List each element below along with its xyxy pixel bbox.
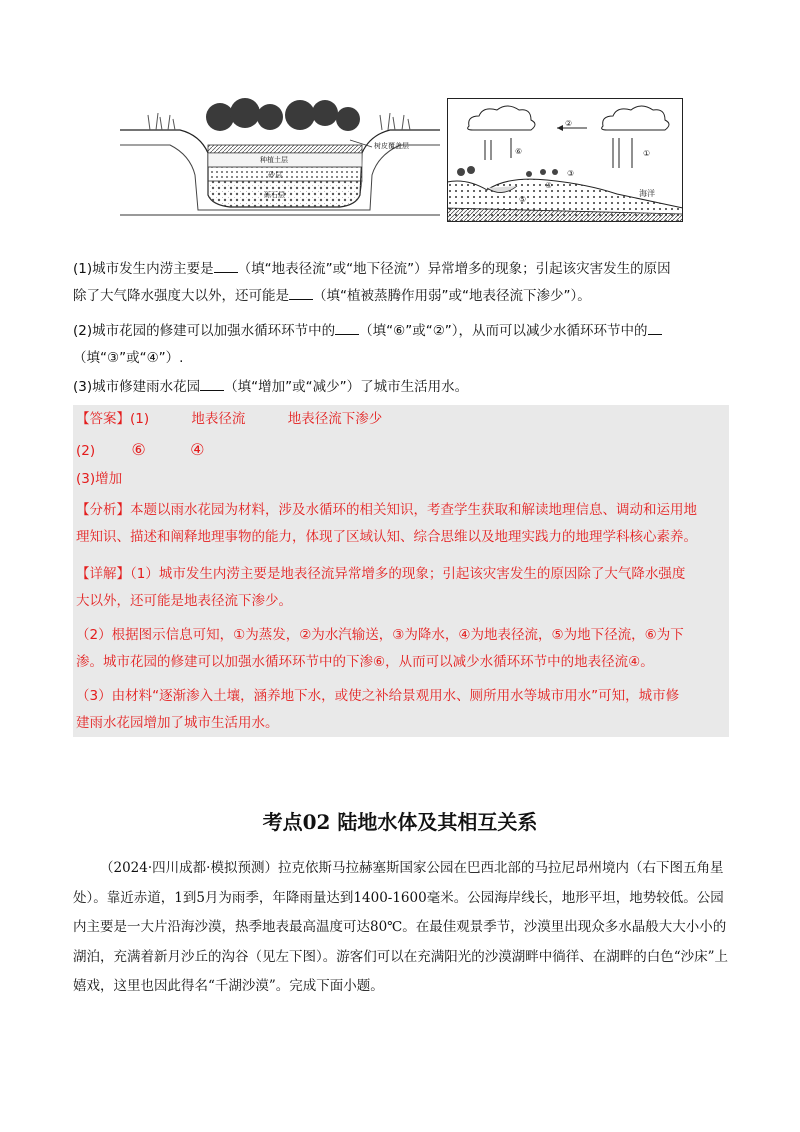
label-5: ⑤ — [519, 195, 527, 204]
section-heading: 考点02 陆地水体及其相互关系 — [262, 810, 538, 834]
detail-2: （2）根据图示信息可知，①为蒸发，②为水汽输送，③为降水，④为地表径流，⑤为地下径流，⑥为下 渗。城市花园的修建可以加强水循环环节中的下渗⑥，从而可以减少水循环环节中的地表径流④。 — [76, 627, 684, 670]
answer-line-1: 【答案】(1) 地表径流 地表径流下渗少 — [76, 411, 383, 427]
blank — [200, 376, 224, 391]
label-1: ① — [643, 149, 651, 158]
answer-line-3: (3)增加 — [76, 471, 123, 487]
question-1: (1)城市发生内涝主要是 （填“地表径流”或“地下径流”）异常增多的现象；引起该灾害发生的原因 除了大气降水强度大以外，还可能是 （填“植被蒸腾作用弱”或“地表径流下渗少”）。 — [73, 256, 733, 310]
blank — [289, 285, 313, 300]
sand-layer-label: 砂层 — [268, 172, 282, 179]
answer-line-2: (2) ⑥ ④ — [76, 440, 205, 459]
detail-3: （3）由材料“逐渐渗入土壤，涵养地下水，或使之补给景观用水、厕所用水等城市用水”可知，城市修 建雨水花园增加了城市生活用水。 — [76, 688, 680, 731]
label-6: ⑥ — [515, 147, 523, 156]
label-2: ② — [565, 119, 573, 128]
question-2: (2)城市花园的修建可以加强水循环环节中的 （填“⑥”或“②”），从而可以减少水循环环节中的 （填“③”或“④”）. — [73, 318, 733, 372]
soil-layer-label: 种植土层 — [260, 157, 288, 164]
gravel-layer-label: 砾石层 — [264, 192, 285, 199]
question-3: (3)城市修建雨水花园 （填“增加”或“减少”）了城市生活用水。 — [73, 374, 733, 401]
analysis: 【分析】本题以雨水花园为材料，涉及水循环的相关知识，考查学生获取和解读地理信息、调动和运用地 理知识、描述和阐释地理事物的能力，体现了区域认知、综合思维以及地理实践力的地理学科核心素养。 — [76, 502, 697, 545]
label-3: ③ — [567, 169, 575, 178]
label-4: ④ — [545, 181, 553, 190]
blank — [214, 258, 238, 273]
bark-layer-label: 树皮覆盖层 — [374, 143, 409, 150]
blank — [648, 320, 662, 335]
water-cycle-diagram — [447, 98, 683, 222]
rain-garden-diagram — [120, 95, 440, 220]
blank — [335, 320, 359, 335]
detail-1: 【详解】（1）城市发生内涝主要是地表径流异常增多的现象；引起该灾害发生的原因除了大气降水强度 大以外，还可能是地表径流下渗少。 — [76, 566, 686, 609]
passage: （2024·四川成都·模拟预测）拉克依斯马拉赫塞斯国家公园在巴西北部的马拉尼昂州境内（右下图五角星处）。靠近赤道，1到5月为雨季，年降雨量达到1400-1600毫米。公园海岸线长，地形平坦，地势较低。公园内主要是一大片沿海沙漠，热季地表最高温度可达80℃。在最佳观景季节，沙漠里出现众多水晶般大大小小的湖泊，充满着新月沙丘的沟谷（见左下图）。游客们可以在充满阳光的沙漠湖畔中徜徉、在湖畔的白色“沙床”上嬉戏，这里也因此得名“千湖沙漠”。完成下面小题。 — [73, 860, 729, 994]
ocean-label: 海洋 — [639, 189, 655, 198]
